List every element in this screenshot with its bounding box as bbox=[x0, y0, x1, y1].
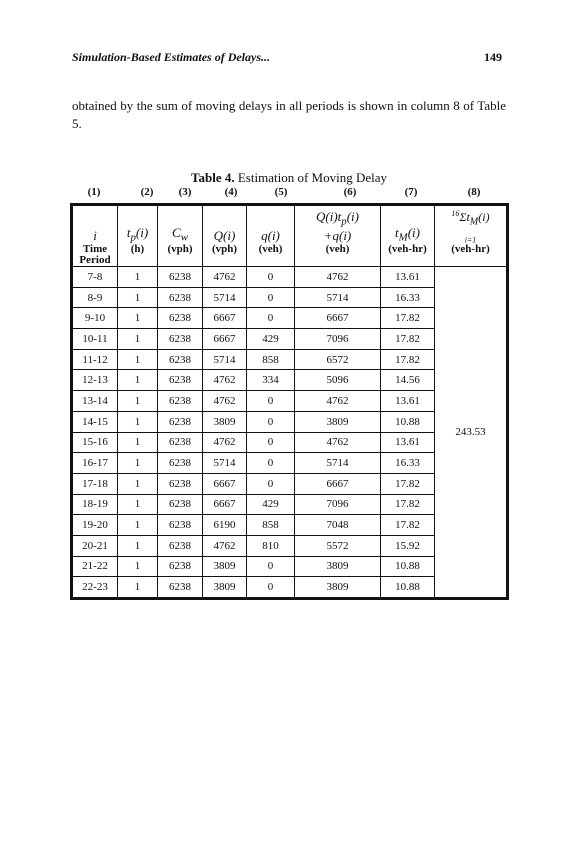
header-unit: (vph) bbox=[158, 244, 203, 267]
table-caption-text: Estimation of Moving Delay bbox=[237, 170, 387, 185]
moving-delay-table bbox=[72, 205, 507, 598]
total-moving-delay-cell: 243.53 bbox=[435, 267, 507, 598]
table-cell: 17.82 bbox=[381, 329, 435, 350]
table-cell: 858 bbox=[247, 349, 295, 370]
header-unit: Time Period bbox=[73, 244, 118, 267]
table-cell: 4762 bbox=[295, 267, 381, 288]
table-cell: 858 bbox=[247, 515, 295, 536]
column-number: (3) bbox=[178, 186, 192, 198]
header-unit-row bbox=[73, 244, 507, 267]
table-cell: 429 bbox=[247, 329, 295, 350]
table-cell: 1 bbox=[118, 329, 158, 350]
header-symbol-q: q(i) bbox=[247, 206, 295, 245]
body-paragraph: obtained by the sum of moving delays in all periods is shown in column 8 of Table 5. bbox=[72, 98, 506, 131]
table-cell: 16.33 bbox=[381, 287, 435, 308]
table-cell: 6572 bbox=[295, 349, 381, 370]
table-cell: 7096 bbox=[295, 329, 381, 350]
table-cell: 6190 bbox=[203, 515, 247, 536]
table-cell: 1 bbox=[118, 349, 158, 370]
table-cell: 810 bbox=[247, 535, 295, 556]
table-cell: 6238 bbox=[158, 411, 203, 432]
table-cell: 19-20 bbox=[73, 515, 118, 536]
table-cell: 3809 bbox=[295, 577, 381, 598]
table-cell: 5096 bbox=[295, 370, 381, 391]
table-cell: 9-10 bbox=[73, 308, 118, 329]
table-cell: 10-11 bbox=[73, 329, 118, 350]
table-cell: 10.88 bbox=[381, 556, 435, 577]
header-unit: (veh) bbox=[295, 244, 381, 267]
column-number: (1) bbox=[87, 186, 101, 198]
table-cell: 1 bbox=[118, 453, 158, 474]
table-cell: 6238 bbox=[158, 267, 203, 288]
header-symbol-row bbox=[73, 206, 507, 245]
table-cell: 4762 bbox=[203, 432, 247, 453]
table-cell: 3809 bbox=[295, 411, 381, 432]
table-row bbox=[73, 267, 507, 288]
table-cell: 6667 bbox=[203, 329, 247, 350]
column-number: (6) bbox=[343, 186, 357, 198]
header-unit: (veh-hr) bbox=[435, 244, 507, 267]
column-number: (7) bbox=[404, 186, 418, 198]
table-cell: 6238 bbox=[158, 391, 203, 412]
table-cell: 3809 bbox=[295, 556, 381, 577]
table-cell: 0 bbox=[247, 577, 295, 598]
table-cell: 1 bbox=[118, 267, 158, 288]
table-cell: 6238 bbox=[158, 308, 203, 329]
table-cell: 0 bbox=[247, 556, 295, 577]
table-cell: 6238 bbox=[158, 556, 203, 577]
table-cell: 1 bbox=[118, 391, 158, 412]
header-symbol-tM: $t_M(i)$ bbox=[381, 206, 435, 245]
table-cell: 0 bbox=[247, 453, 295, 474]
table-cell: 6667 bbox=[295, 308, 381, 329]
table-cell: 1 bbox=[118, 473, 158, 494]
table-cell: 6238 bbox=[158, 287, 203, 308]
header-unit: (veh) bbox=[247, 244, 295, 267]
table-cell: 4762 bbox=[203, 391, 247, 412]
table-cell: 3809 bbox=[203, 577, 247, 598]
table-cell: 17.82 bbox=[381, 515, 435, 536]
table-cell: 7096 bbox=[295, 494, 381, 515]
table-cell: 14.56 bbox=[381, 370, 435, 391]
table-cell: 1 bbox=[118, 287, 158, 308]
table-cell: 8-9 bbox=[73, 287, 118, 308]
header-unit: (veh-hr) bbox=[381, 244, 435, 267]
table-cell: 1 bbox=[118, 308, 158, 329]
table-cell: 4762 bbox=[203, 267, 247, 288]
table-cell: 0 bbox=[247, 267, 295, 288]
table-cell: 20-21 bbox=[73, 535, 118, 556]
table-cell: 6238 bbox=[158, 515, 203, 536]
table-cell: 1 bbox=[118, 556, 158, 577]
table-cell: 1 bbox=[118, 535, 158, 556]
table-cell: 4762 bbox=[295, 391, 381, 412]
table-cell: 6238 bbox=[158, 329, 203, 350]
table-cell: 429 bbox=[247, 494, 295, 515]
table-cell: 3809 bbox=[203, 411, 247, 432]
table-cell: 10.88 bbox=[381, 411, 435, 432]
table-cell: 18-19 bbox=[73, 494, 118, 515]
header-symbol-tp: $t_p(i)$ bbox=[118, 206, 158, 245]
table-cell: 7-8 bbox=[73, 267, 118, 288]
table-cell: 6667 bbox=[295, 473, 381, 494]
table-cell: 16.33 bbox=[381, 453, 435, 474]
table-cell: 13.61 bbox=[381, 432, 435, 453]
table-cell: 0 bbox=[247, 391, 295, 412]
table-cell: 0 bbox=[247, 473, 295, 494]
header-symbol-Qtp-plus-q: $Q(i)t_p(i)$ +q(i) bbox=[295, 206, 381, 245]
table-cell: 6667 bbox=[203, 473, 247, 494]
table-cell: 14-15 bbox=[73, 411, 118, 432]
table-cell: 22-23 bbox=[73, 577, 118, 598]
table-cell: 4762 bbox=[295, 432, 381, 453]
header-symbol-Q: Q(i) bbox=[203, 206, 247, 245]
table-cell: 16-17 bbox=[73, 453, 118, 474]
table-cell: 7048 bbox=[295, 515, 381, 536]
table-cell: 17.82 bbox=[381, 494, 435, 515]
table-cell: 4762 bbox=[203, 370, 247, 391]
page-number: 149 bbox=[484, 50, 502, 64]
table-cell: 1 bbox=[118, 370, 158, 391]
table-cell: 6238 bbox=[158, 473, 203, 494]
table-cell: 12-13 bbox=[73, 370, 118, 391]
table-cell: 6238 bbox=[158, 453, 203, 474]
table-cell: 17.82 bbox=[381, 473, 435, 494]
table-cell: 15.92 bbox=[381, 535, 435, 556]
table-cell: 17.82 bbox=[381, 349, 435, 370]
table-cell: 5714 bbox=[203, 453, 247, 474]
table-caption bbox=[72, 170, 506, 186]
table-cell: 13.61 bbox=[381, 391, 435, 412]
table-cell: 10.88 bbox=[381, 577, 435, 598]
table-cell: 6238 bbox=[158, 577, 203, 598]
column-number: (4) bbox=[224, 186, 238, 198]
table-cell: 3809 bbox=[203, 556, 247, 577]
table-cell: 17-18 bbox=[73, 473, 118, 494]
table-cell: 6238 bbox=[158, 432, 203, 453]
table-cell: 11-12 bbox=[73, 349, 118, 370]
table-cell: 1 bbox=[118, 515, 158, 536]
table-cell: 0 bbox=[247, 411, 295, 432]
table-cell: 1 bbox=[118, 494, 158, 515]
table-cell: 6667 bbox=[203, 494, 247, 515]
column-number: (2) bbox=[140, 186, 154, 198]
table-cell: 6238 bbox=[158, 349, 203, 370]
table-body bbox=[73, 267, 507, 598]
header-unit: (vph) bbox=[203, 244, 247, 267]
table-cell: 6238 bbox=[158, 535, 203, 556]
table-cell: 17.82 bbox=[381, 308, 435, 329]
table-cell: 5714 bbox=[295, 287, 381, 308]
table-cell: 5714 bbox=[295, 453, 381, 474]
table-cell: 6667 bbox=[203, 308, 247, 329]
column-number: (5) bbox=[274, 186, 288, 198]
header-unit: (h) bbox=[118, 244, 158, 267]
table-cell: 334 bbox=[247, 370, 295, 391]
table-cell: 0 bbox=[247, 308, 295, 329]
running-head bbox=[72, 50, 502, 68]
table-cell: 13-14 bbox=[73, 391, 118, 412]
table-cell: 0 bbox=[247, 432, 295, 453]
running-title: Simulation-Based Estimates of Delays... bbox=[72, 50, 271, 64]
header-symbol-cw: $C_w$ bbox=[158, 206, 203, 245]
table-cell: 5714 bbox=[203, 287, 247, 308]
column-number: (8) bbox=[467, 186, 481, 198]
table-cell: 13.61 bbox=[381, 267, 435, 288]
header-symbol-sum-tM: $^{16}\Sigma t_M(i)$ $_{i=1}$ bbox=[435, 206, 507, 245]
table-cell: 15-16 bbox=[73, 432, 118, 453]
table-cell: 1 bbox=[118, 432, 158, 453]
table-cell: 1 bbox=[118, 577, 158, 598]
header-symbol-i: i bbox=[73, 206, 118, 245]
table-cell: 5714 bbox=[203, 349, 247, 370]
table-cell: 6238 bbox=[158, 370, 203, 391]
table-cell: 1 bbox=[118, 411, 158, 432]
table-cell: 4762 bbox=[203, 535, 247, 556]
table-cell: 21-22 bbox=[73, 556, 118, 577]
table-cell: 0 bbox=[247, 287, 295, 308]
column-numbers bbox=[72, 186, 506, 202]
table-cell: 5572 bbox=[295, 535, 381, 556]
table-cell: 6238 bbox=[158, 494, 203, 515]
table-caption-label: Table 4. bbox=[191, 170, 235, 185]
